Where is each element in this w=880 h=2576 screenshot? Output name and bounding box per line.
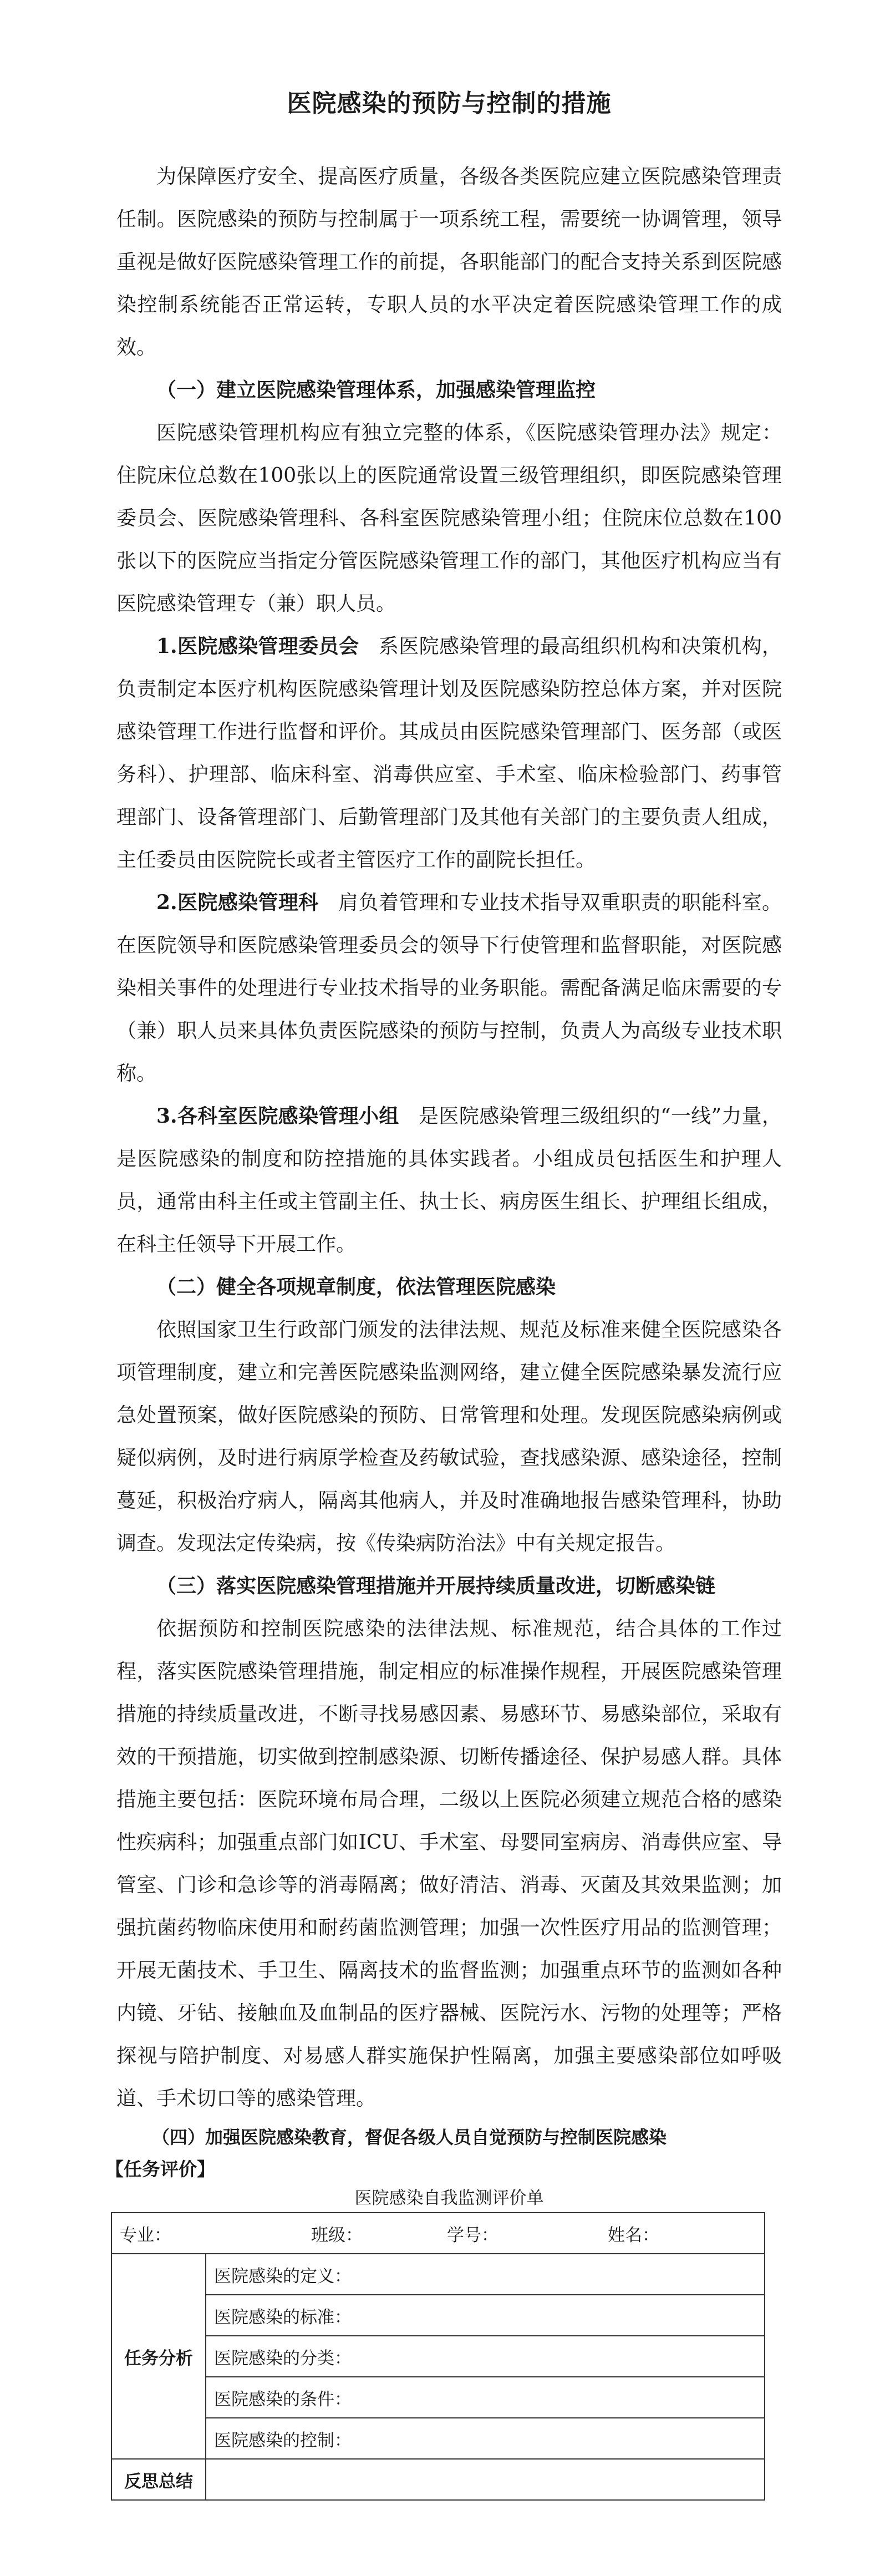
section-1-item-3: [116, 1095, 782, 1266]
section-1-item-2: [116, 881, 782, 1095]
section-1-body: 医院感染管理机构应有独立完整的体系，《医院感染管理办法》规定：住院床位总数在100张以上的医院通常设置三级管理组织，即医院感染管理委员会、医院感染管理科、各科室医院感染管理小组；住院床位总数在100张以下的医院应当指定分管医院感染管理工作的部门，其他医疗机构应当有医院感染管理专（兼）职人员。: [116, 422, 782, 615]
document-page: [105, 83, 782, 2501]
major-field[interactable]: 专业：: [120, 2225, 171, 2245]
class-field[interactable]: 班级：: [311, 2225, 363, 2245]
item-3-title: 3.各科室医院感染管理小组: [156, 1104, 399, 1128]
section-3-body: 依据预防和控制医院感染的法律法规、标准规范，结合具体的工作过程，落实医院感染管理措施，制定相应的标准操作规程，开展医院感染管理措施的持续质量改进，不断寻找易感因素、易感环节、易感染部位，采取有效的干预措施，切实做到控制感染源、切断传播途径、保护易感人群。具体措施主要包括：医院环境布局合理，二级以上医院必须建立规范合格的感染性疾病科；加强重点部门如ICU、手术室、母婴同室病房、消毒供应室、导管室、门诊和急诊等的消毒隔离；做好清洁、消毒、灭菌及其效果监测；加强抗菌药物临床使用和耐药菌监测管理；加强一次性医疗用品的监测管理；开展无菌技术、手卫生、隔离技术的监督监测；加强重点环节的监测如各种内镜、牙钻、接触血及血制品的医疗器械、医院污水、污物的处理等；严格探视与陪护制度、对易感人群实施保护性隔离，加强主要感染部位如呼吸道、手术切口等的感染管理。: [116, 1617, 782, 2110]
analysis-label: 任务分析: [111, 2254, 206, 2459]
student-id-field[interactable]: 学号：: [447, 2225, 499, 2245]
section-4-heading: （四）加强医院感染教育，督促各级人员自觉预防与控制医院感染: [152, 2127, 667, 2148]
reflection-row: [111, 2459, 765, 2500]
document-title: 医院感染的预防与控制的措施: [287, 89, 612, 118]
item-1-text: 系医院感染管理的最高组织机构和决策机构，负责制定本医疗机构医院感染管理计划及医院感染防控总体方案，并对医院感染管理工作进行监督和评价。其成员由医院感染管理部门、医务部（或医务科）、护理部、临床科室、消毒供应室、手术室、临床检验部门、药事管理部门、设备管理部门、后勤管理部门及其他有关部门的主要负责人组成，主任委员由医院院长或者主管医疗工作的副院长担任。: [116, 635, 782, 871]
evaluation-sheet-title: 医院感染自我监测评价单: [354, 2188, 544, 2208]
section-3-heading: （三）落实医院感染管理措施并开展持续质量改进，切断感染链: [156, 1574, 716, 1598]
task-evaluation-label: 【任务评价】: [105, 2158, 215, 2180]
reflection-input[interactable]: [206, 2459, 765, 2500]
item-2-title: 2.医院感染管理科: [156, 891, 319, 914]
analysis-row: [111, 2418, 765, 2459]
analysis-row: [111, 2295, 765, 2336]
analysis-row: [111, 2254, 765, 2295]
reflection-label: 反思总结: [111, 2459, 206, 2500]
section-1-heading: （一）建立医院感染管理体系，加强感染管理监控: [156, 378, 596, 402]
intro-paragraph: 为保障医疗安全、提高医疗质量，各级各类医院应建立医院感染管理责任制。医院感染的预防与控制属于一项系统工程，需要统一协调管理，领导重视是做好医院感染管理工作的前提，各职能部门的配合支持关系到医院感染控制系统能否正常运转，专职人员的水平决定着医院感染管理工作的成效。: [116, 165, 782, 359]
analysis-item-definition[interactable]: 医院感染的定义：: [206, 2254, 765, 2295]
info-cell: [111, 2213, 765, 2254]
name-field[interactable]: 姓名：: [608, 2225, 659, 2245]
section-2-body: 依照国家卫生行政部门颁发的法律法规、规范及标准来健全医院感染各项管理制度，建立和完善医院感染监测网络，建立健全医院感染暴发流行应急处置预案，做好医院感染的预防、日常管理和处理。发现医院感染病例或疑似病例，及时进行病原学检查及药敏试验，查找感染源、感染途径，控制蔓延，积极治疗病人，隔离其他病人，并及时准确地报告感染管理科，协助调查。发现法定传染病，按《传染病防治法》中有关规定报告。: [116, 1319, 782, 1555]
section-2-heading: （二）健全各项规章制度，依法管理医院感染: [156, 1275, 556, 1299]
analysis-item-conditions[interactable]: 医院感染的条件：: [206, 2377, 765, 2418]
item-3-text: 是医院感染管理三级组织的“一线”力量，是医院感染的制度和防控措施的具体实践者。小组成员包括医生和护理人员，通常由科主任或主管副主任、执士长、病房医生组长、护理组长组成，在科主任领导下开展工作。: [116, 1105, 782, 1256]
evaluation-table: [111, 2212, 765, 2501]
item-2-text: 肩负着管理和专业技术指导双重职责的职能科室。在医院领导和医院感染管理委员会的领导下行使管理和监督职能，对医院感染相关事件的处理进行专业技术指导的业务职能。需配备满足临床需要的专（兼）职人员来具体负责医院感染的预防与控制，负责人为高级专业技术职称。: [116, 891, 782, 1085]
student-info-row: [111, 2213, 765, 2254]
analysis-row: [111, 2336, 765, 2377]
item-1-title: 1.医院感染管理委员会: [156, 635, 359, 658]
analysis-item-standard[interactable]: 医院感染的标准：: [206, 2295, 765, 2336]
section-1-item-1: [116, 625, 782, 881]
analysis-row: [111, 2377, 765, 2418]
analysis-item-classification[interactable]: 医院感染的分类：: [206, 2336, 765, 2377]
analysis-item-control[interactable]: 医院感染的控制：: [206, 2418, 765, 2459]
